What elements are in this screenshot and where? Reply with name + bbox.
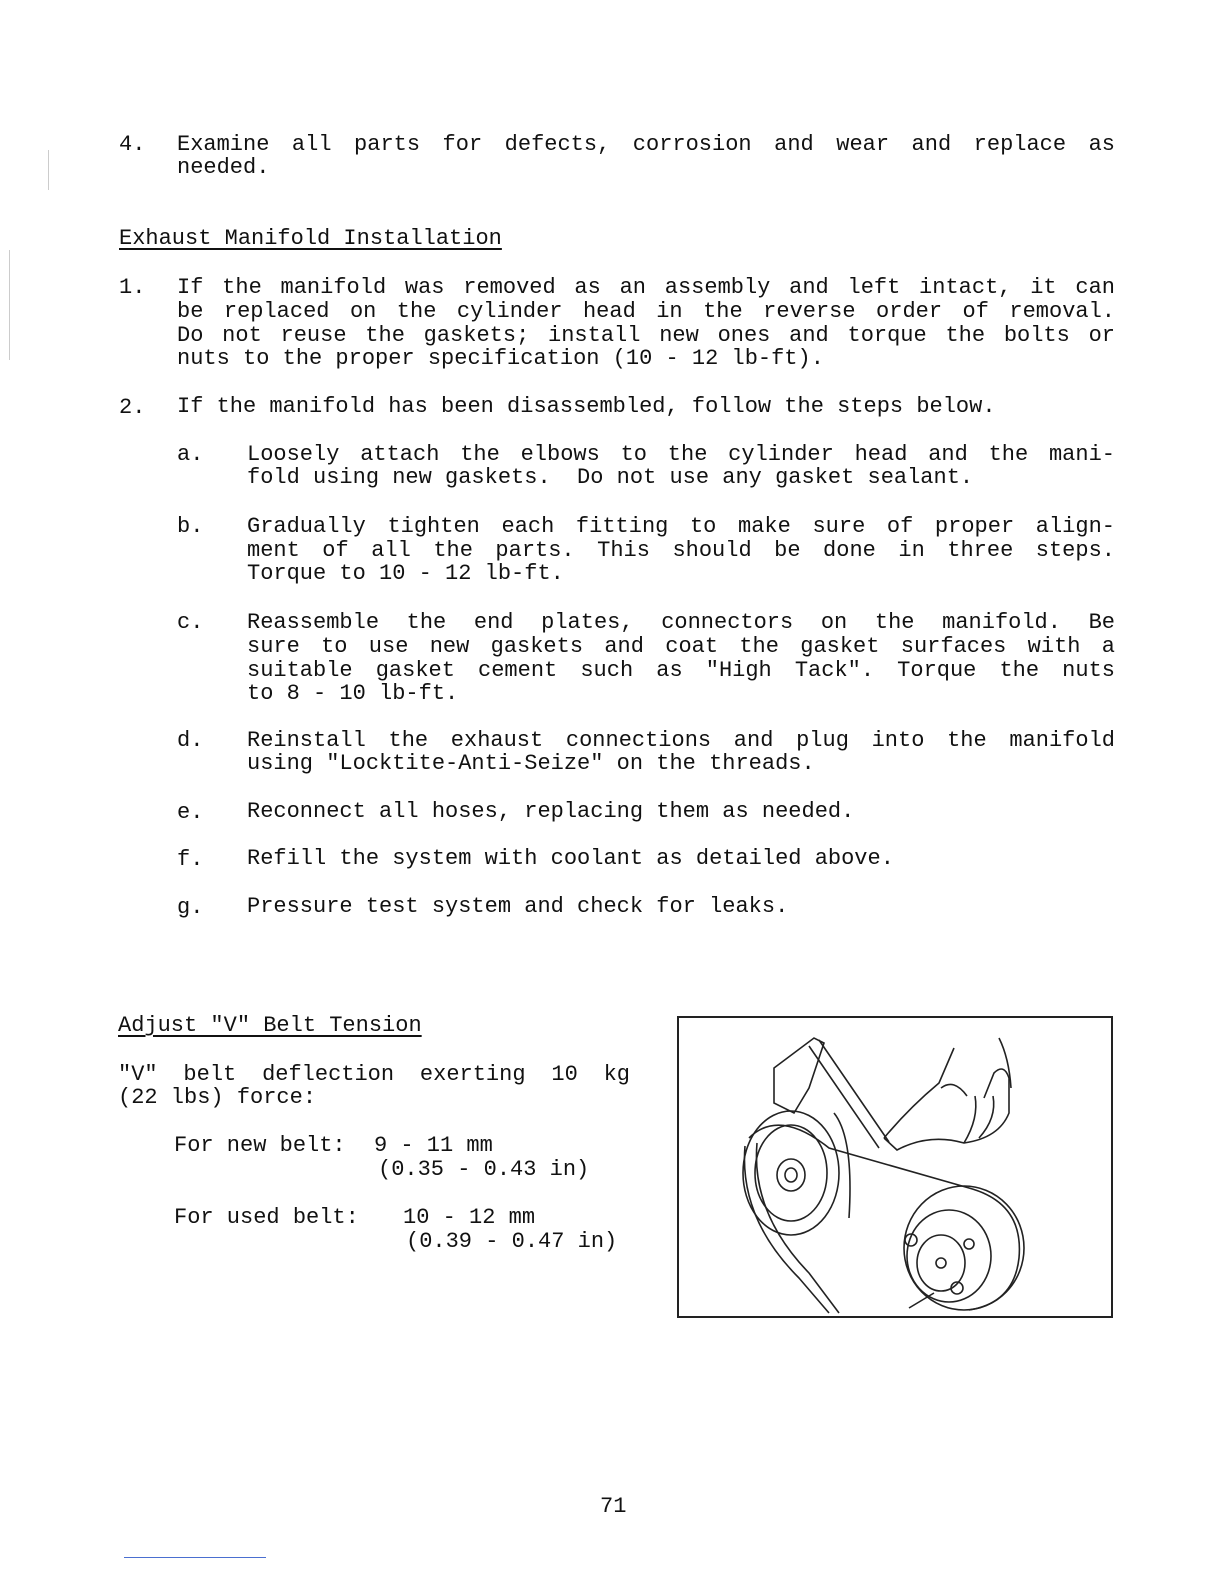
hand-outline (884, 1048, 1009, 1150)
substep-letter: f. (177, 847, 204, 872)
substep-line: fold using new gaskets. Do not use any gasket sealant. (247, 465, 974, 490)
belt-tension-figure (677, 1016, 1113, 1318)
belt-illustration (679, 1018, 1111, 1316)
step-1-line: be replaced on the cylinder head in the reverse order of removal. (177, 299, 1115, 324)
step-4-line: Examine all parts for defects, corrosion and wear and replace as (177, 132, 1115, 157)
substep-line: to 8 - 10 lb-ft. (247, 681, 459, 706)
substep-letter: d. (177, 728, 204, 753)
pulley-nut (777, 1159, 805, 1191)
belt-intro-line: (22 lbs) force: (118, 1085, 317, 1110)
substep-line: Refill the system with coolant as detailed above. (247, 846, 894, 871)
substep-line: Loosely attach the elbows to the cylinder head and the mani- (247, 442, 1115, 467)
step-4-line: needed. (177, 155, 270, 180)
used-belt-inch: (0.39 - 0.47 in) (406, 1229, 618, 1254)
substep-line: sure to use new gaskets and coat the gasket surfaces with a (247, 634, 1115, 659)
substep-line: Reinstall the exhaust connections and plug into the manifold (247, 728, 1115, 753)
belt-intro-line: "V" belt deflection exerting 10 kg (118, 1062, 630, 1087)
substep-line: ment of all the parts. This should be done in three steps. (247, 538, 1115, 563)
step-1-line: Do not reuse the gaskets; install new ones and torque the bolts or (177, 323, 1115, 348)
step-1-line: If the manifold was removed as an assembly and left intact, it can (177, 275, 1115, 300)
step-2-text: If the manifold has been disassembled, follow the steps below. (177, 394, 996, 419)
used-belt-mm: 10 - 12 mm (403, 1205, 536, 1230)
v-belt (749, 1125, 1019, 1310)
substep-line: Torque to 10 - 12 lb-ft. (247, 561, 564, 586)
step-1-number: 1. (119, 275, 146, 300)
step-1-line: nuts to the proper specification (10 - 12 lb-ft). (177, 346, 824, 371)
belt-heading: Adjust "V" Belt Tension (118, 1013, 422, 1038)
step-2-number: 2. (119, 395, 146, 420)
page-number: 71 (600, 1494, 627, 1519)
installation-heading: Exhaust Manifold Installation (119, 226, 502, 251)
substep-line: using "Locktite-Anti-Seize" on the threads. (247, 751, 815, 776)
adjuster-slot (809, 1040, 889, 1148)
used-belt-label: For used belt: (174, 1205, 359, 1230)
step-4-number: 4. (119, 132, 146, 157)
substep-line: Reconnect all hoses, replacing them as needed. (247, 799, 855, 824)
substep-line: Gradually tighten each fitting to make sure of proper align- (247, 514, 1115, 539)
substep-letter: e. (177, 800, 204, 825)
footer-rule (124, 1557, 266, 1558)
new-belt-mm: 9 - 11 mm (374, 1133, 493, 1158)
new-belt-inch: (0.35 - 0.43 in) (378, 1157, 590, 1182)
substep-line: suitable gasket cement such as "High Tack". Torque the nuts (247, 658, 1115, 683)
scan-mark (48, 150, 49, 190)
substep-letter: g. (177, 895, 204, 920)
new-belt-label: For new belt: (174, 1133, 346, 1158)
substep-letter: c. (177, 610, 204, 635)
mount-bracket (774, 1038, 824, 1113)
substep-line: Reassemble the end plates, connectors on the manifold. Be (247, 610, 1115, 635)
substep-letter: b. (177, 514, 204, 539)
scan-mark (9, 250, 10, 360)
substep-line: Pressure test system and check for leaks. (247, 894, 789, 919)
substep-letter: a. (177, 442, 204, 467)
